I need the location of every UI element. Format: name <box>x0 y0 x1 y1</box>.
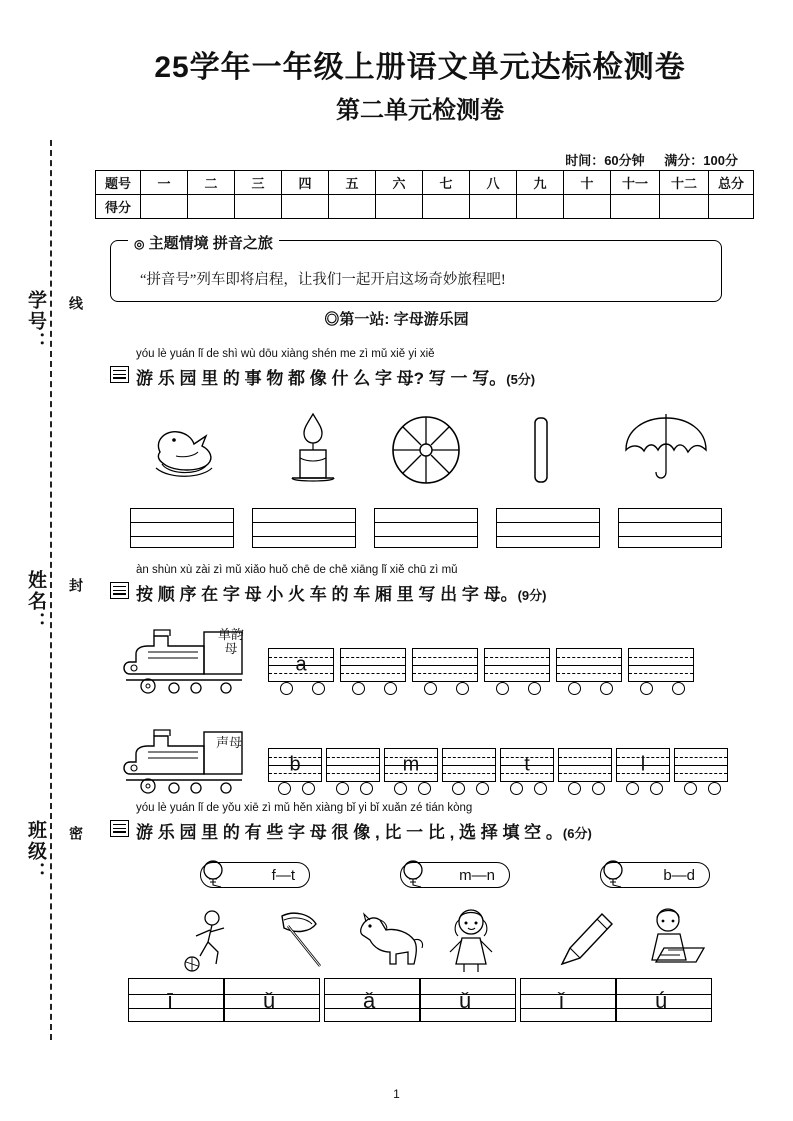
engine-label-1: 单韵母 <box>217 627 244 656</box>
q3-heading <box>110 818 592 843</box>
wheel-icon <box>626 782 639 795</box>
theme-label-text: 主题情境 拼音之旅 <box>148 235 273 252</box>
bubble-text: f—t <box>271 866 295 884</box>
seal-char-mi: 密 <box>68 826 84 842</box>
q2-heading <box>110 580 546 605</box>
wheel-icon <box>424 682 437 695</box>
wheel-icon <box>352 682 365 695</box>
train-car[interactable] <box>616 748 670 782</box>
dashed-fold-line <box>50 140 52 1040</box>
answer-box-fourline[interactable] <box>128 978 224 1022</box>
student-name-label: 姓名： <box>25 570 46 633</box>
page-title: 25学年一年级上册语文单元达标检测卷 <box>154 51 686 84</box>
answer-letter: ǐ <box>559 988 564 1013</box>
score-table-header-cell: 八 <box>470 171 517 195</box>
car-letter: l <box>640 753 646 776</box>
theme-label <box>128 232 279 253</box>
score-cell[interactable] <box>423 195 470 219</box>
wheel-icon <box>312 682 325 695</box>
score-table-header-cell: 七 <box>423 171 470 195</box>
score-table-header-cell: 一 <box>141 171 188 195</box>
time-limit-label: 时间：60分钟 <box>565 153 645 168</box>
score-cell[interactable] <box>709 195 754 219</box>
wheel-icon <box>476 782 489 795</box>
duck-drawing <box>140 412 230 484</box>
score-cell[interactable] <box>564 195 611 219</box>
wheel-icon <box>640 682 653 695</box>
score-cell[interactable] <box>282 195 329 219</box>
pencil-drawing <box>552 906 622 972</box>
q1-score: (5分) <box>506 372 536 387</box>
girl-drawing <box>440 904 502 974</box>
running-boy-drawing <box>176 908 246 974</box>
candle-drawing <box>278 408 348 486</box>
wheel-icon <box>534 782 547 795</box>
train-car[interactable] <box>556 648 622 682</box>
answer-letter: ī <box>167 988 174 1013</box>
engine-label-2: 声母 <box>216 735 243 750</box>
locomotive-drawing-2 <box>118 718 248 800</box>
lightbulb-icon <box>596 856 632 890</box>
wheel-icon <box>452 782 465 795</box>
train-car[interactable] <box>484 648 550 682</box>
score-table-row-label: 题号 <box>96 171 141 195</box>
wheel-icon <box>528 682 541 695</box>
score-table-header-cell: 十一 <box>611 171 660 195</box>
wheel-icon <box>600 682 613 695</box>
wheel-drawing <box>388 412 464 488</box>
train-car[interactable] <box>268 648 334 682</box>
score-cell[interactable] <box>141 195 188 219</box>
exam-meta <box>549 150 738 169</box>
bubble-text: b—d <box>663 866 695 884</box>
seal-char-feng: 封 <box>68 578 84 594</box>
score-cell[interactable] <box>376 195 423 219</box>
q1-heading <box>110 364 535 389</box>
train-car[interactable] <box>674 748 728 782</box>
q2-pinyin: àn shùn xù zài zì mǔ xiǎo huǒ chē de chē xiāng lǐ xiě chū zì mǔ <box>136 564 458 576</box>
page-subtitle: 第二单元检测卷 <box>336 97 504 124</box>
table-row <box>96 195 754 219</box>
q3-score: (6分) <box>562 826 592 841</box>
axe-drawing <box>268 906 334 974</box>
q3-text: 游 乐 园 里 的 有 些 字 母 很 像 , 比 一 比 , 选 择 填 空 。 <box>136 823 563 842</box>
circle-dot-icon: ◎ <box>134 237 145 251</box>
wheel-icon <box>496 682 509 695</box>
wheel-icon <box>708 782 721 795</box>
score-cell[interactable] <box>660 195 709 219</box>
bubble-text: m—n <box>459 866 495 884</box>
train-car[interactable] <box>412 648 478 682</box>
wheel-icon <box>418 782 431 795</box>
wheel-icon <box>684 782 697 795</box>
train-car[interactable] <box>500 748 554 782</box>
wheel-icon <box>360 782 373 795</box>
answer-letter: ǔ <box>263 988 276 1013</box>
score-table-row-label: 得分 <box>96 195 141 219</box>
q1-pinyin: yóu lè yuán lǐ de shì wù dōu xiàng shén me zì mǔ xiě yi xiě <box>136 348 435 360</box>
answer-box-fourline[interactable] <box>374 508 478 548</box>
wheel-icon <box>384 682 397 695</box>
reading-girl-drawing <box>634 904 712 974</box>
train-car[interactable] <box>268 748 322 782</box>
wheel-icon <box>672 682 685 695</box>
answer-box-fourline[interactable] <box>496 508 600 548</box>
score-table <box>95 170 754 219</box>
train-car[interactable] <box>442 748 496 782</box>
train-car[interactable] <box>326 748 380 782</box>
wheel-icon <box>650 782 663 795</box>
question-number-icon <box>110 820 129 837</box>
answer-box-fourline[interactable] <box>324 978 420 1022</box>
table-row <box>96 171 754 195</box>
left-margin-strip <box>0 0 120 1121</box>
wheel-icon <box>510 782 523 795</box>
score-table-header-cell: 四 <box>282 171 329 195</box>
answer-letter: ǔ <box>459 988 472 1013</box>
theme-text: “拼音号”列车即将启程，让我们一起开启这场奇妙旅程吧! <box>140 272 506 288</box>
wheel-icon <box>568 782 581 795</box>
answer-box-fourline[interactable] <box>520 978 616 1022</box>
train-car[interactable] <box>628 648 694 682</box>
class-label: 班级： <box>25 820 46 883</box>
answer-box-fourline[interactable] <box>618 508 722 548</box>
station-heading: ◎第一站: 字母游乐园 <box>324 311 469 328</box>
answer-letter: ú <box>655 988 668 1013</box>
umbrella-drawing <box>620 412 712 486</box>
student-id-label: 学号： <box>25 290 46 353</box>
score-cell[interactable] <box>235 195 282 219</box>
wheel-icon <box>592 782 605 795</box>
score-cell[interactable] <box>611 195 660 219</box>
score-table-header-cell: 二 <box>188 171 235 195</box>
score-cell[interactable] <box>329 195 376 219</box>
answer-box-fourline[interactable] <box>420 978 516 1022</box>
answer-box-fourline[interactable] <box>616 978 712 1022</box>
seal-char-line: 线 <box>68 296 84 312</box>
full-score-label: 满分：100分 <box>664 153 738 168</box>
score-table-header-cell: 十二 <box>660 171 709 195</box>
wheel-icon <box>394 782 407 795</box>
q2-text: 按 顺 序 在 字 母 小 火 车 的 车 厢 里 写 出 字 母。 <box>136 585 518 604</box>
stick-drawing <box>528 416 554 484</box>
q2-score: (9分) <box>517 588 547 603</box>
q1-text: 游 乐 园 里 的 事 物 都 像 什 么 字 母? 写 一 写。 <box>136 369 507 388</box>
wheel-icon <box>280 682 293 695</box>
score-cell[interactable] <box>188 195 235 219</box>
q3-pinyin: yóu lè yuán lǐ de yǒu xiē zì mǔ hěn xiàng bǐ yi bǐ xuǎn zé tián kòng <box>136 802 473 814</box>
score-table-header-cell: 三 <box>235 171 282 195</box>
score-table-header-cell: 九 <box>517 171 564 195</box>
lightbulb-icon <box>396 856 432 890</box>
question-number-icon <box>110 582 129 599</box>
train-car[interactable] <box>384 748 438 782</box>
wheel-icon <box>302 782 315 795</box>
train-car[interactable] <box>340 648 406 682</box>
score-cell[interactable] <box>470 195 517 219</box>
question-number-icon <box>110 366 129 383</box>
page-number: 1 <box>393 1087 400 1101</box>
wheel-icon <box>568 682 581 695</box>
wheel-icon <box>336 782 349 795</box>
horse-drawing <box>352 906 428 972</box>
car-letter: m <box>402 753 420 776</box>
answer-box-fourline[interactable] <box>130 508 234 548</box>
car-letter: a <box>295 653 307 676</box>
score-table-header-cell: 五 <box>329 171 376 195</box>
score-table-header-cell: 总分 <box>709 171 754 195</box>
score-cell[interactable] <box>517 195 564 219</box>
answer-box-fourline[interactable] <box>252 508 356 548</box>
wheel-icon <box>278 782 291 795</box>
score-table-header-cell: 六 <box>376 171 423 195</box>
train-car[interactable] <box>558 748 612 782</box>
car-letter: b <box>289 753 301 776</box>
car-letter: t <box>524 753 530 776</box>
wheel-icon <box>456 682 469 695</box>
lightbulb-icon <box>196 856 232 890</box>
answer-box-fourline[interactable] <box>224 978 320 1022</box>
score-table-header-cell: 十 <box>564 171 611 195</box>
answer-letter: ǎ <box>363 988 376 1013</box>
